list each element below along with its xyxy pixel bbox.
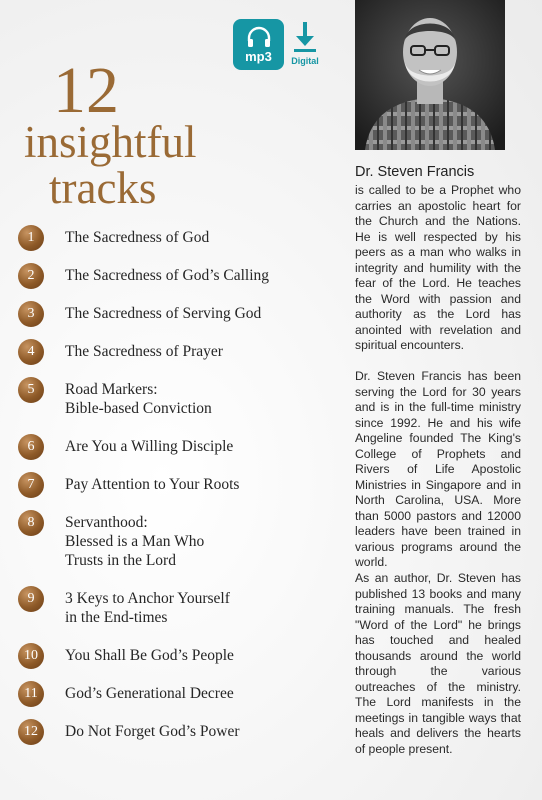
heading-line-insightful: insightful [24, 117, 197, 167]
track-number-badge: 6 [18, 434, 44, 460]
track-number-badge: 2 [18, 263, 44, 289]
track-number-badge: 1 [18, 225, 44, 251]
bio-paragraph-3: As an author, Dr. Steven has published 13 books and many training manuals. The fresh "Word of the Lord" he brings has touched and healed thousands around the world through the various outreaches of the ministry. The Lord manifests in the meetings in tangible ways that heals and delivers the hearts of people present. [355, 571, 521, 756]
track-title: Road Markers: Bible-based Conviction [65, 381, 212, 417]
track-number-badge: 4 [18, 339, 44, 365]
digital-badge [288, 19, 322, 70]
author-photo [355, 0, 505, 150]
track-item [18, 681, 234, 707]
track-item [18, 472, 239, 498]
heading-number: 12 [53, 54, 119, 127]
track-item [18, 643, 234, 669]
track-item [18, 263, 269, 289]
track-number-badge: 7 [18, 472, 44, 498]
track-item [18, 586, 230, 627]
track-title: 3 Keys to Anchor Yourself in the End-times [65, 590, 230, 626]
track-number-badge: 9 [18, 586, 44, 612]
track-number-badge: 12 [18, 719, 44, 745]
track-title: Pay Attention to Your Roots [65, 476, 240, 493]
track-title: God’s Generational Decree [65, 685, 234, 702]
track-title: Do Not Forget God’s Power [65, 723, 240, 740]
author-portrait-image [355, 0, 505, 150]
track-item [18, 434, 233, 460]
track-number-badge: 5 [18, 377, 44, 403]
track-item [18, 301, 261, 327]
author-name: Dr. Steven Francis [355, 164, 475, 180]
track-item [18, 339, 223, 365]
download-icon [292, 21, 318, 55]
track-number-badge: 11 [18, 681, 44, 707]
bio-paragraph-1: is called to be a Prophet who carries an apostolic heart for the Church and the Nations. He is well respected by his peers as a man who walks in integrity and humility with the fear of the Lord. He teaches the Word with passion and authority as the Lord has anointed with revelation and spiritual encounters. [355, 183, 521, 352]
track-title: You Shall Be God’s People [65, 647, 234, 664]
track-item [18, 225, 209, 251]
digital-label: Digital [291, 56, 319, 66]
track-item [18, 510, 204, 570]
track-number-badge: 3 [18, 301, 44, 327]
track-item [18, 377, 212, 418]
track-item [18, 719, 240, 745]
track-number-badge: 8 [18, 510, 44, 536]
track-title: Are You a Willing Disciple [65, 438, 234, 455]
track-title: The Sacredness of Prayer [65, 343, 223, 360]
track-title: The Sacredness of God’s Calling [65, 267, 270, 284]
track-title: The Sacredness of Serving God [65, 305, 262, 322]
bio-paragraph-2: Dr. Steven Francis has been serving the Lord for 30 years and is in the full-time ministry since 1992. He and his wife Angeline founded The King's College of Prophets and Rivers of Life Apostolic Ministries in Singapore and in North Carolina, USA. More than 5000 pastors and 12000 leaders have been trained in various programs around the world. [355, 369, 521, 569]
track-title: Servanthood: Blessed is a Man Who Trusts in the Lord [65, 514, 205, 569]
headphones-icon [246, 26, 272, 48]
heading-line-tracks: tracks [49, 163, 157, 213]
mp3-badge [233, 19, 284, 70]
track-number-badge: 10 [18, 643, 44, 669]
format-badges [233, 19, 322, 70]
mp3-label: mp3 [245, 48, 272, 64]
track-title: The Sacredness of God [65, 229, 210, 246]
